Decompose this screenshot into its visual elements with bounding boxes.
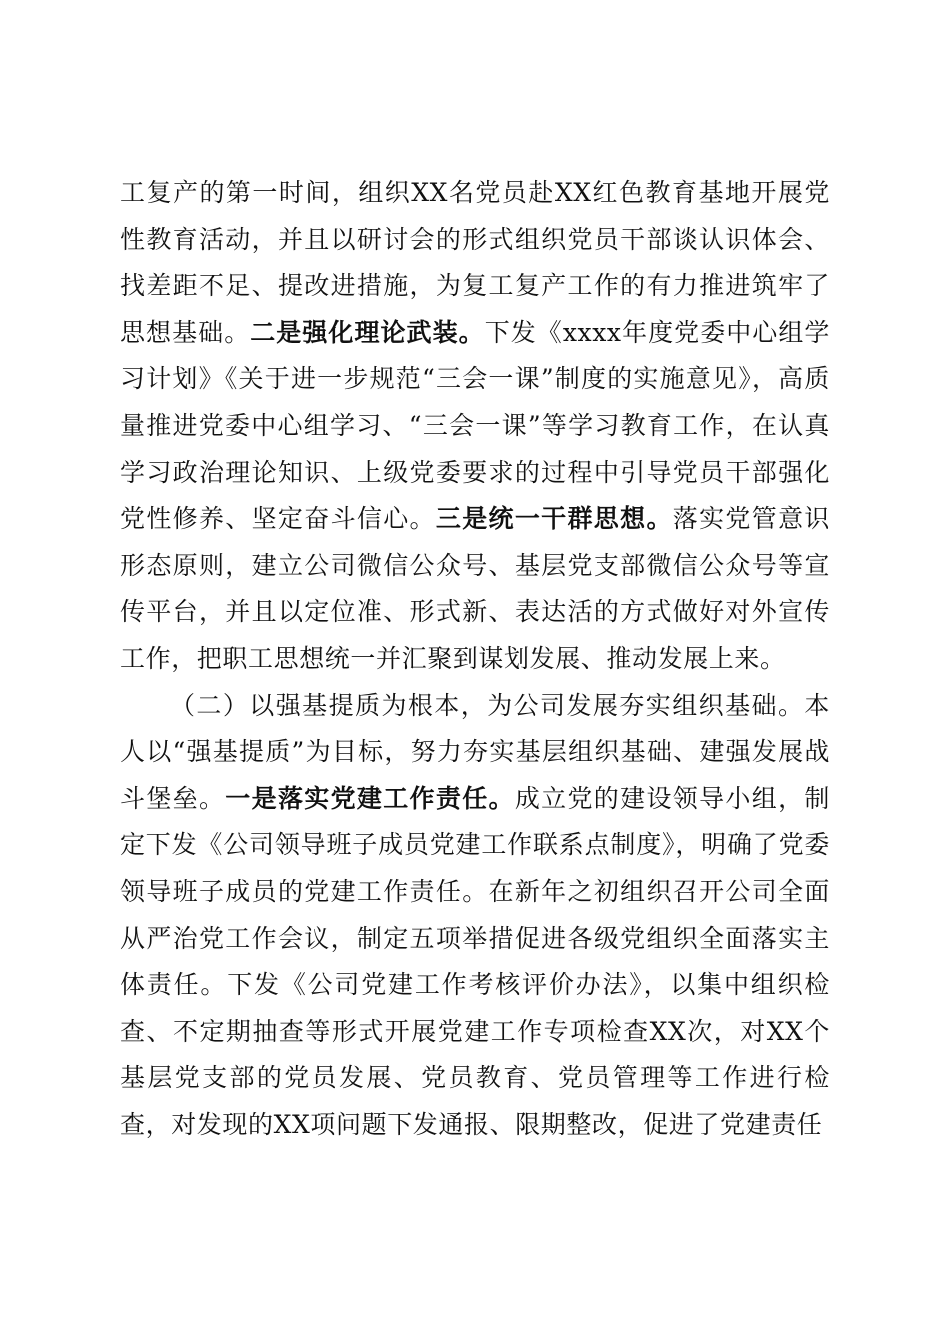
paragraph-2-section-title: （二）以强基提质为根本，为公司发展夯实组织基础。本人以“强基提质”为目标，努力夯实基层组织基础、建强发展战斗堡垒。 — [120, 690, 830, 813]
paragraph-1-text-3: 落实党管意识形态原则，建立公司微信公众号、基层党支部微信公众号等宣传平台，并且以定位准、形式新、表达活的方式做好对外宣传工作，把职工思想统一并汇聚到谋划发展、推动发展上来。 — [120, 504, 830, 673]
paragraph-2 — [120, 683, 830, 1149]
paragraph-2-text-1: 成立党的建设领导小组，制定下发《公司领导班子成员党建工作联系点制度》，明确了党委领导班子成员的党建工作责任。在新年之初组织召开公司全面从严治党工作会议，制定五项举措促进各级党组织全面落实主体责任。下发《公司党建工作考核评价办法》，以集中组织检查、不定期抽查等形式开展党建工作专项检查XX次，对XX个基层党支部的党员发展、党员教育、党员管理等工作进行检查，对发现的XX项问题下发通报、限期整改，促进了党建责任 — [120, 783, 830, 1139]
paragraph-1-text-2: 下发《xxxx年度党委中心组学习计划》《关于进一步规范“三会一课”制度的实施意见》，高质量推进党委中心组学习、“三会一课”等学习教育工作，在认真学习政治理论知识、上级党委要求的过程中引导党员干部强化党性修养、坚定奋斗信心。 — [120, 317, 831, 534]
document-body — [120, 170, 830, 1148]
paragraph-1 — [120, 170, 830, 683]
paragraph-1-heading-2: 二是强化理论武装。 — [250, 317, 485, 347]
paragraph-1-heading-3: 三是统一干群思想。 — [435, 504, 673, 534]
paragraph-2-heading-1: 一是落实党建工作责任。 — [225, 783, 515, 813]
paragraph-1-text-1: 工复产的第一时间，组织XX名党员赴XX红色教育基地开展党性教育活动，并且以研讨会的形式组织党员干部谈认识体会、找差距不足、提改进措施，为复工复产工作的有力推进筑牢了思想基础。 — [120, 178, 830, 347]
